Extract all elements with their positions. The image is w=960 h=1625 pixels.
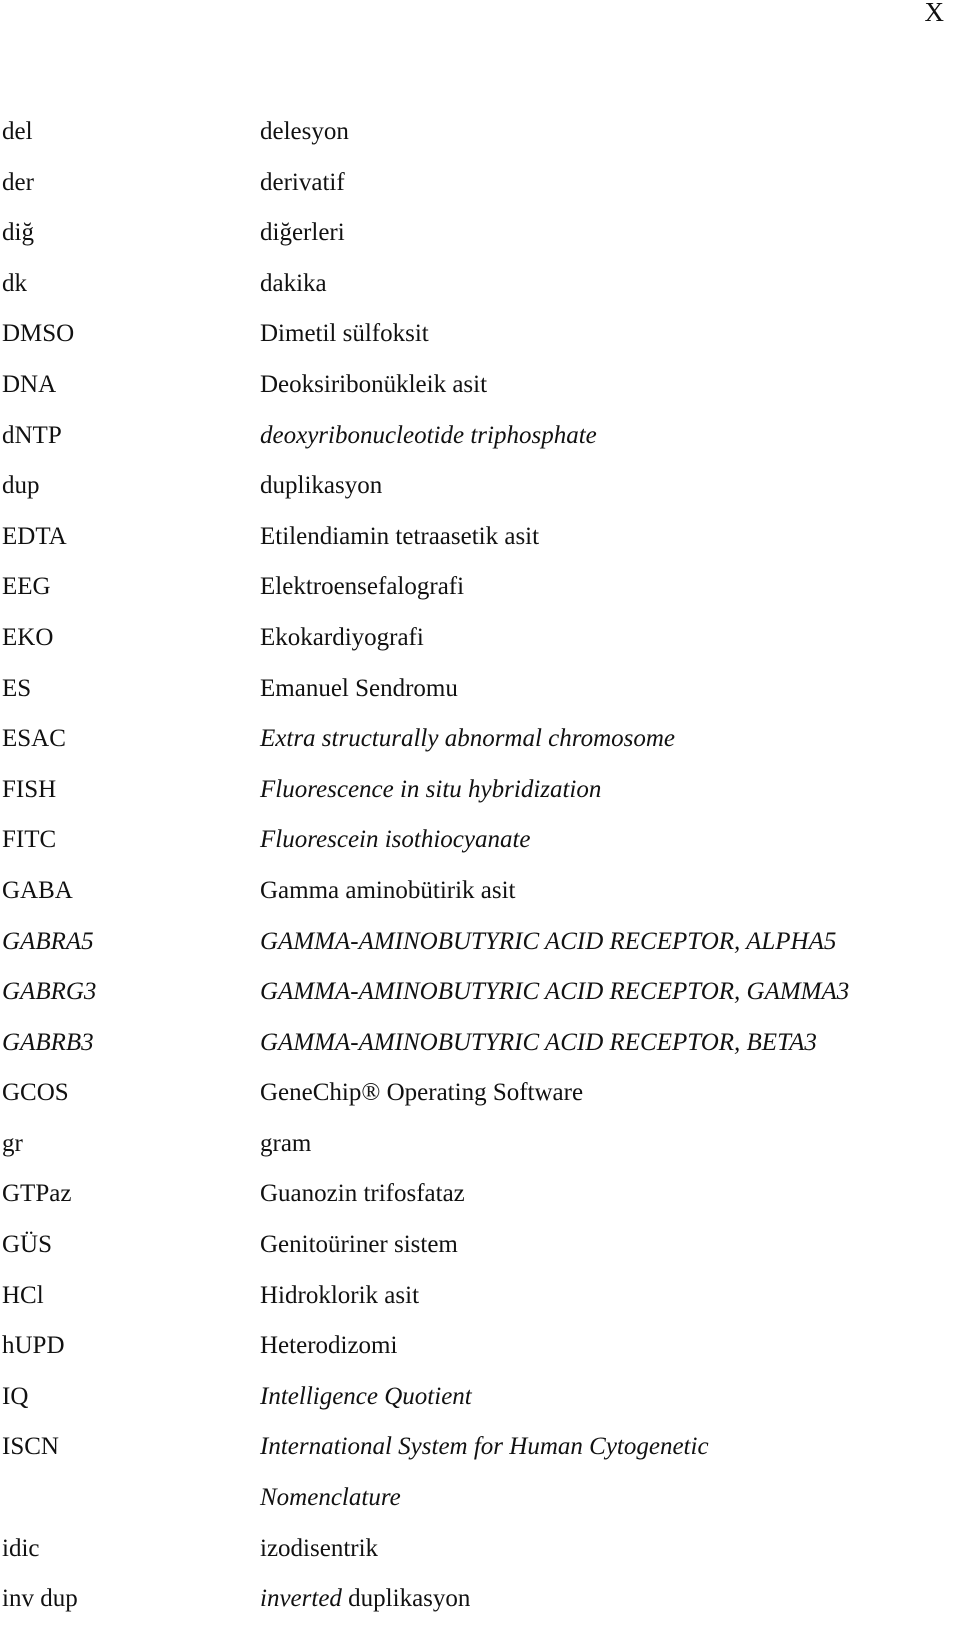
list-item: [2, 1169, 947, 1220]
abbreviation: DMSO: [2, 320, 75, 348]
definition: Emanuel Sendromu: [260, 674, 458, 702]
list-item: [2, 1119, 947, 1170]
definition: Guanozin trifosfataz: [260, 1180, 465, 1208]
definition: duplikasyon: [260, 472, 383, 500]
definition: Fluorescein isothiocyanate: [260, 826, 531, 854]
abbreviation-empty: [2, 1473, 260, 1524]
list-item: [2, 1372, 947, 1423]
list-item: [2, 866, 947, 917]
definition: delesyon: [260, 118, 349, 145]
definition-rest: duplikasyon: [341, 1585, 471, 1613]
definition: GAMMA-AMINOBUTYRIC ACID RECEPTOR, GAMMA3: [260, 978, 850, 1006]
abbreviation: GABA: [2, 876, 73, 904]
abbreviation: ISCN: [2, 1433, 59, 1461]
abbreviation: diğ: [2, 219, 34, 247]
abbreviation: GABRA5: [2, 927, 94, 955]
definition-italic-part: inverted: [260, 1585, 342, 1613]
list-item: [2, 815, 947, 866]
definition: gram: [260, 1129, 312, 1157]
definition: Extra structurally abnormal chromosome: [260, 725, 676, 753]
abbreviation: idic: [2, 1534, 40, 1562]
list-item: [2, 1574, 947, 1625]
abbreviation: GTPaz: [2, 1180, 72, 1208]
definition: derivatif: [260, 168, 345, 196]
abbreviation: GABRG3: [2, 978, 97, 1006]
definition: Etilendiamin tetraasetik asit: [260, 522, 540, 550]
list-item: [2, 1524, 947, 1575]
list-item: [2, 1220, 947, 1271]
definition: diğerleri: [260, 219, 345, 247]
definition: Ekokardiyografi: [260, 623, 424, 651]
list-item: [2, 107, 947, 158]
definition: dakika: [260, 269, 327, 297]
list-item: [2, 664, 947, 715]
definition: Deoksiribonükleik asit: [260, 370, 488, 398]
definition: Gamma aminobütirik asit: [260, 876, 516, 904]
page-number: X: [924, 0, 944, 27]
abbreviation: GABRB3: [2, 1028, 94, 1056]
abbreviation-list: [2, 107, 947, 1625]
list-item: [2, 1321, 947, 1372]
abbreviation: FISH: [2, 775, 57, 803]
abbreviation: hUPD: [2, 1332, 65, 1360]
list-item: [2, 512, 947, 563]
definition: Fluorescence in situ hybridization: [260, 775, 602, 803]
list-item: [2, 765, 947, 816]
definition: Dimetil sülfoksit: [260, 320, 429, 348]
abbreviation: EKO: [2, 623, 54, 651]
list-item: [2, 360, 947, 411]
abbreviation: GCOS: [2, 1079, 69, 1107]
list-item: [2, 714, 947, 765]
abbreviation: EEG: [2, 573, 51, 601]
list-item: [2, 967, 947, 1018]
definition: GAMMA-AMINOBUTYRIC ACID RECEPTOR, ALPHA5: [260, 927, 837, 955]
list-item: [2, 1422, 947, 1473]
list-item: [2, 613, 947, 664]
definition: Heterodizomi: [260, 1332, 398, 1360]
list-item: [2, 1271, 947, 1322]
list-item: [2, 411, 947, 462]
definition: [260, 1574, 947, 1625]
abbreviation: dup: [2, 472, 40, 500]
list-item: [2, 309, 947, 360]
list-item-continuation: [2, 1473, 947, 1524]
abbreviation: del: [2, 118, 33, 145]
definition: deoxyribonucleotide triphosphate: [260, 421, 597, 449]
abbreviation: FITC: [2, 826, 57, 854]
definition: GAMMA-AMINOBUTYRIC ACID RECEPTOR, BETA3: [260, 1028, 817, 1056]
abbreviation: dk: [2, 269, 27, 297]
abbreviation: ES: [2, 674, 32, 702]
list-item: [2, 1068, 947, 1119]
list-item: [2, 208, 947, 259]
abbreviation: der: [2, 168, 34, 196]
definition: GeneChip® Operating Software: [260, 1079, 584, 1107]
abbreviation: dNTP: [2, 421, 62, 449]
definition-continuation: Nomenclature: [260, 1484, 401, 1512]
list-item: [2, 158, 947, 209]
definition: Hidroklorik asit: [260, 1281, 420, 1309]
list-item: [2, 562, 947, 613]
definition: izodisentrik: [260, 1534, 379, 1562]
list-item: [2, 917, 947, 968]
abbreviation: IQ: [2, 1382, 29, 1410]
definition: International System for Human Cytogenetic: [260, 1433, 709, 1461]
list-item: [2, 259, 947, 310]
definition: Genitoüriner sistem: [260, 1231, 458, 1259]
definition: Elektroensefalografi: [260, 573, 465, 601]
abbreviation: GÜS: [2, 1231, 53, 1259]
abbreviation: DNA: [2, 370, 57, 398]
list-item: [2, 461, 947, 512]
abbreviation: gr: [2, 1129, 23, 1157]
abbreviation: EDTA: [2, 522, 67, 550]
abbreviation: inv dup: [2, 1585, 78, 1613]
list-item: [2, 1018, 947, 1069]
definition: Intelligence Quotient: [260, 1382, 472, 1410]
abbreviation: HCl: [2, 1281, 44, 1309]
abbreviation: ESAC: [2, 725, 66, 753]
